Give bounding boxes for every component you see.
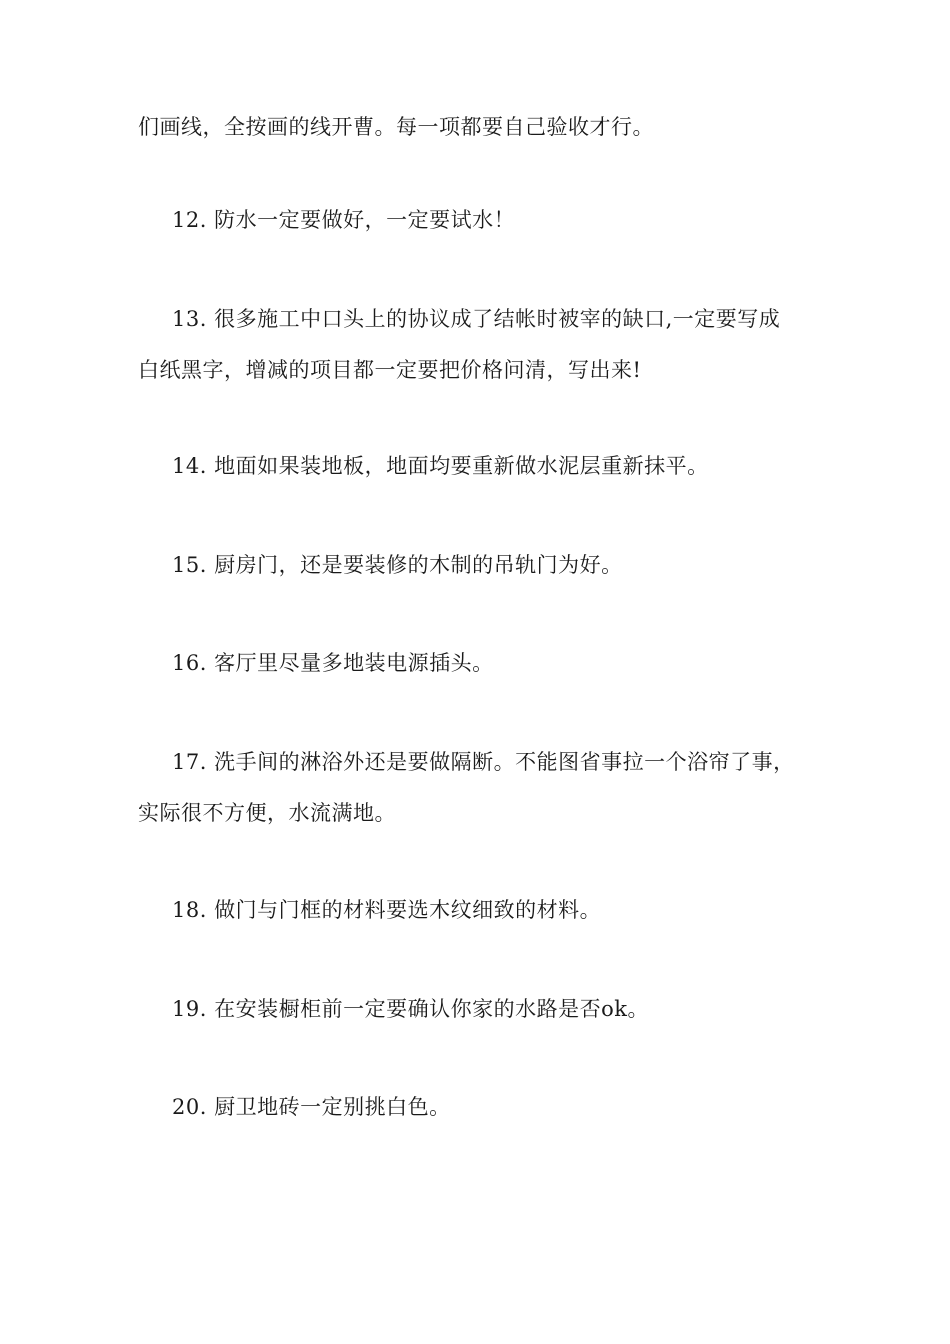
paragraph-line: 18. 做门与门框的材料要选木纹细致的材料。	[172, 898, 602, 922]
paragraph-line: 15. 厨房门，还是要装修的木制的吊轨门为好。	[172, 553, 623, 577]
paragraph-item-12	[138, 195, 818, 246]
paragraph-line: 实际很不方便，水流满地。	[138, 801, 396, 825]
paragraph-item-13	[138, 294, 818, 396]
paragraph-item-15	[138, 540, 818, 591]
paragraph-line: 20. 厨卫地砖一定别挑白色。	[172, 1095, 451, 1119]
paragraph-continuation	[138, 102, 818, 153]
paragraph-item-20	[138, 1082, 818, 1133]
paragraph-item-14	[138, 441, 818, 492]
paragraph-item-17	[138, 737, 818, 839]
paragraph-item-16	[138, 638, 818, 689]
paragraph-line: 14. 地面如果装地板，地面均要重新做水泥层重新抹平。	[172, 454, 709, 478]
paragraph-line: 12. 防水一定要做好，一定要试水！	[172, 208, 516, 232]
paragraph-item-19	[138, 984, 818, 1035]
paragraph-item-18	[138, 885, 818, 936]
paragraph-line: 13. 很多施工中口头上的协议成了结帐时被宰的缺口,一定要写成	[172, 307, 781, 331]
paragraph-line: 们画线，全按画的线开曹。每一项都要自己验收才行。	[138, 115, 654, 139]
paragraph-line: 17. 洗手间的淋浴外还是要做隔断。不能图省事拉一个浴帘了事，	[172, 750, 795, 774]
paragraph-line: 19. 在安装橱柜前一定要确认你家的水路是否ok。	[172, 997, 649, 1021]
paragraph-line: 白纸黑字，增减的项目都一定要把价格问清，写出来!	[138, 358, 642, 382]
paragraph-line: 16. 客厅里尽量多地装电源插头。	[172, 651, 494, 675]
